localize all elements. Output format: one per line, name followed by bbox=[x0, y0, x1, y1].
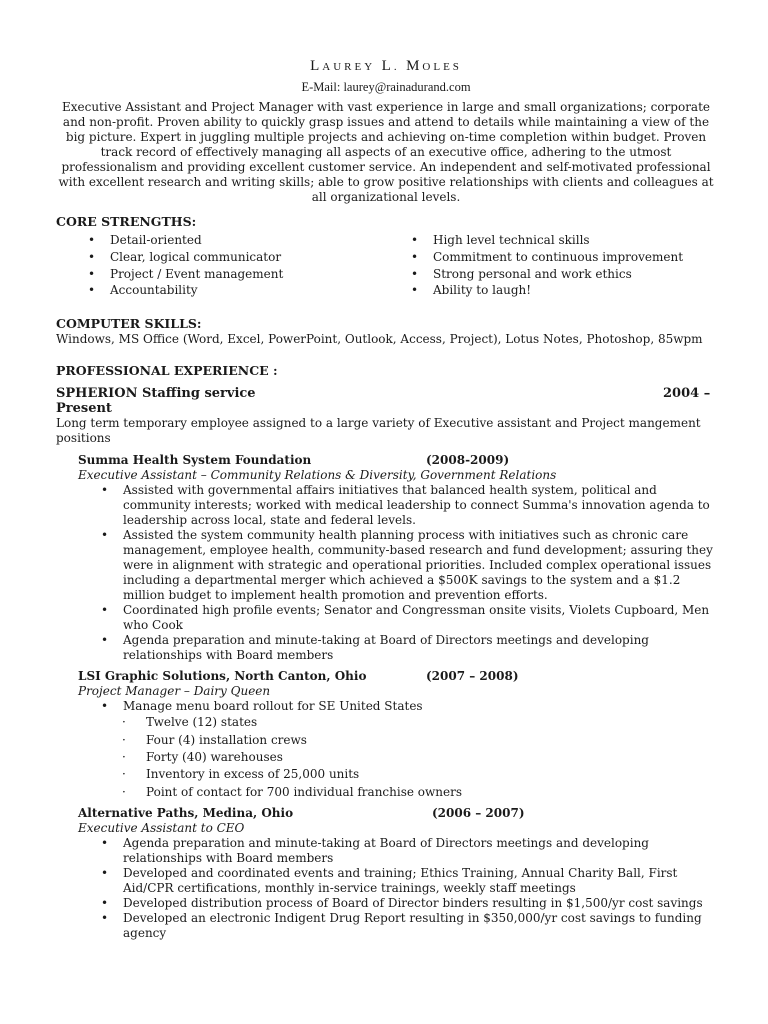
job-bullet: • Manage menu board rollout for SE United States bbox=[123, 699, 716, 714]
computer-skills-text: Windows, MS Office (Word, Excel, PowerPoint, Outlook, Access, Project), Lotus Notes, Photoshop, 85wpm bbox=[56, 332, 703, 347]
job-header bbox=[78, 669, 716, 684]
job-sub-item: · Point of contact for 700 individual franchise owners bbox=[146, 784, 716, 801]
job-sub-item: · Inventory in excess of 25,000 units bbox=[146, 766, 716, 783]
job-bullet: • Agenda preparation and minute-taking at Board of Directors meetings and developing relationships with Board members bbox=[123, 836, 716, 866]
job-bullet: • Developed and coordinated events and training; Ethics Training, Annual Charity Ball, First Aid/CPR certifications, monthly in-service trainings, weekly staff meetings bbox=[123, 866, 716, 896]
strength-item: • High level technical skills bbox=[411, 232, 711, 249]
core-strengths-list bbox=[56, 232, 716, 299]
strength-item: • Project / Event management bbox=[88, 266, 411, 283]
job-title: Executive Assistant to CEO bbox=[78, 821, 245, 836]
candidate-name: LAUREY L. MOLES bbox=[310, 58, 462, 74]
job-entry bbox=[78, 669, 716, 801]
job-sub-items bbox=[78, 714, 716, 801]
job-bullet: • Coordinated high profile events; Senator and Congressman onsite visits, Violets Cupboard, Men who Cook bbox=[123, 603, 716, 633]
employer-name bbox=[56, 386, 716, 402]
job-bullet: • Developed distribution process of Board of Director binders resulting in $1,500/yr cost savings bbox=[123, 896, 716, 911]
strength-item: • Detail-oriented bbox=[88, 232, 411, 249]
resume-page bbox=[56, 56, 716, 941]
job-bullets bbox=[78, 699, 716, 714]
job-bullet: • Developed an electronic Indigent Drug Report resulting in $350,000/yr cost savings to funding agency bbox=[123, 911, 716, 941]
core-strengths-heading: CORE STRENGTHS: bbox=[56, 214, 197, 229]
job-entry bbox=[78, 453, 716, 663]
employer-years-continued: Present bbox=[56, 401, 112, 417]
job-bullets bbox=[78, 836, 716, 941]
job-dates: (2007 – 2008) bbox=[426, 669, 519, 684]
job-bullets bbox=[78, 483, 716, 663]
employer-years: 2004 – bbox=[663, 386, 711, 402]
job-sub-item: · Twelve (12) states bbox=[146, 714, 716, 731]
job-dates: (2006 – 2007) bbox=[432, 806, 525, 821]
job-title: Project Manager – Dairy Queen bbox=[78, 684, 271, 699]
employer-description: Long term temporary employee assigned to a large variety of Executive assistant and Project mangement positions bbox=[56, 416, 701, 446]
job-organization: Alternative Paths, Medina, Ohio bbox=[78, 806, 294, 821]
core-strengths-column-1 bbox=[56, 232, 411, 299]
job-organization: LSI Graphic Solutions, North Canton, Ohio bbox=[78, 669, 367, 684]
strength-item: • Commitment to continuous improvement bbox=[411, 249, 711, 266]
job-bullet: • Assisted the system community health planning process with initiatives such as chronic care management, employee health, community-based research and fund development; assuring they were in alignment with strategic and operational priorities. Included complex operational issues including a departmental merger which achieved a $500K savings to the system and a $1.2 million budget to implement health promotion and prevention efforts. bbox=[123, 528, 716, 603]
strength-item: • Accountability bbox=[88, 282, 411, 299]
job-organization: Summa Health System Foundation bbox=[78, 453, 312, 468]
computer-skills-heading: COMPUTER SKILLS: bbox=[56, 316, 202, 332]
job-bullet: • Assisted with governmental affairs initiatives that balanced health system, political and community interests; worked with medical leadership to connect Summa's innovation agenda to leadership across local, state and federal levels. bbox=[123, 483, 716, 528]
summary-paragraph: Executive Assistant and Project Manager with vast experience in large and small organizations; corporate and non-profit. Proven ability to quickly grasp issues and attend to details while maintaining a view of the big picture. Expert in juggling multiple projects and achieving on-time completion within budget. Proven track record of effectively managing all aspects of an executive office, adhering to the utmost professionalism and providing excellent customer service. An independent and self-motivated professional with excellent research and writing skills; able to grow positive relationships with clients and colleagues at all organizational levels. bbox=[58, 100, 714, 204]
job-dates: (2008-2009) bbox=[426, 453, 510, 468]
email-line: E-Mail: laurey@rainadurand.com bbox=[301, 80, 471, 94]
job-title: Executive Assistant – Community Relations & Diversity, Government Relations bbox=[78, 468, 557, 483]
job-entry bbox=[78, 806, 716, 941]
strength-item: • Strong personal and work ethics bbox=[411, 266, 711, 283]
core-strengths-column-2 bbox=[411, 232, 711, 299]
job-header bbox=[78, 806, 716, 821]
strength-item: • Ability to laugh! bbox=[411, 282, 711, 299]
job-sub-item: · Forty (40) warehouses bbox=[146, 749, 716, 766]
strength-item: • Clear, logical communicator bbox=[88, 249, 411, 266]
experience-heading: PROFESSIONAL EXPERIENCE : bbox=[56, 363, 278, 379]
job-header bbox=[78, 453, 716, 468]
employer-title: SPHERION Staffing service bbox=[56, 386, 256, 402]
job-sub-item: · Four (4) installation crews bbox=[146, 732, 716, 749]
job-bullet: • Agenda preparation and minute-taking at Board of Directors meetings and developing relationships with Board members bbox=[123, 633, 716, 663]
